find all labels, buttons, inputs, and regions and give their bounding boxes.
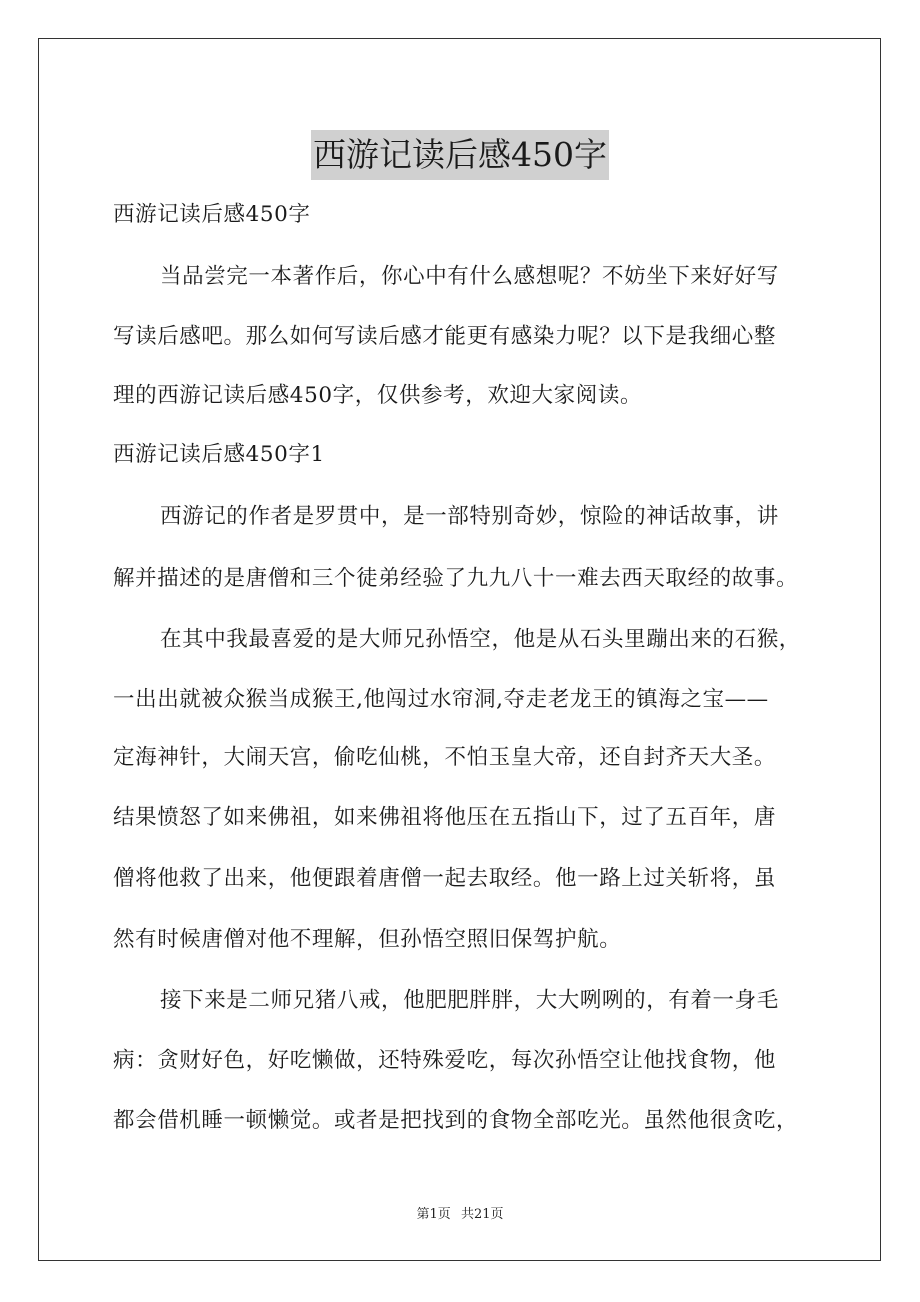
subtitle-line: 西游记读后感450字 xyxy=(113,202,311,227)
paragraph-line: 在其中我最喜爱的是大师兄孙悟空，他是从石头里蹦出来的石猴， xyxy=(160,627,801,652)
page-total: 共21页 xyxy=(460,1207,504,1222)
paragraph-line: 一出出就被众猴当成猴王,他闯过水帘洞,夺走老龙王的镇海之宝—— xyxy=(113,687,769,712)
paragraph-line: 西游记的作者是罗贯中，是一部特别奇妙，惊险的神话故事，讲 xyxy=(160,504,779,529)
paragraph-line: 定海神针，大闹天宫，偷吃仙桃，不怕玉皇大帝，还自封齐天大圣。 xyxy=(113,745,777,770)
paragraph-line: 僧将他救了出来，他便跟着唐僧一起去取经。他一路上过关斩将，虽 xyxy=(113,866,777,891)
paragraph-line: 病：贪财好色，好吃懒做，还特殊爱吃，每次孙悟空让他找食物，他 xyxy=(113,1048,777,1073)
paragraph-line: 写读后感吧。那么如何写读后感才能更有感染力呢？以下是我细心整 xyxy=(113,324,777,349)
paragraph-line: 都会借机睡一顿懒觉。或者是把找到的食物全部吃光。虽然他很贪吃， xyxy=(113,1108,799,1133)
paragraph-line: 理的西游记读后感450字，仅供参考，欢迎大家阅读。 xyxy=(113,383,643,408)
page-footer xyxy=(0,1206,920,1224)
title-container xyxy=(0,108,920,202)
paragraph-line: 接下来是二师兄猪八戒，他肥肥胖胖，大大咧咧的，有着一身毛 xyxy=(160,988,779,1013)
page-number: 第1页 xyxy=(416,1207,451,1222)
paragraph-line: 解并描述的是唐僧和三个徒弟经验了九九八十一难去西天取经的故事。 xyxy=(113,566,799,591)
paragraph-line: 然有时候唐僧对他不理解，但孙悟空照旧保驾护航。 xyxy=(113,927,622,952)
paragraph-line: 结果愤怒了如来佛祖，如来佛祖将他压在五指山下，过了五百年，唐 xyxy=(113,805,777,830)
section-heading: 西游记读后感450字1 xyxy=(113,442,325,467)
document-title: 西游记读后感450字 xyxy=(311,130,609,180)
paragraph-line: 当品尝完一本著作后，你心中有什么感想呢？不妨坐下来好好写 xyxy=(160,264,779,289)
